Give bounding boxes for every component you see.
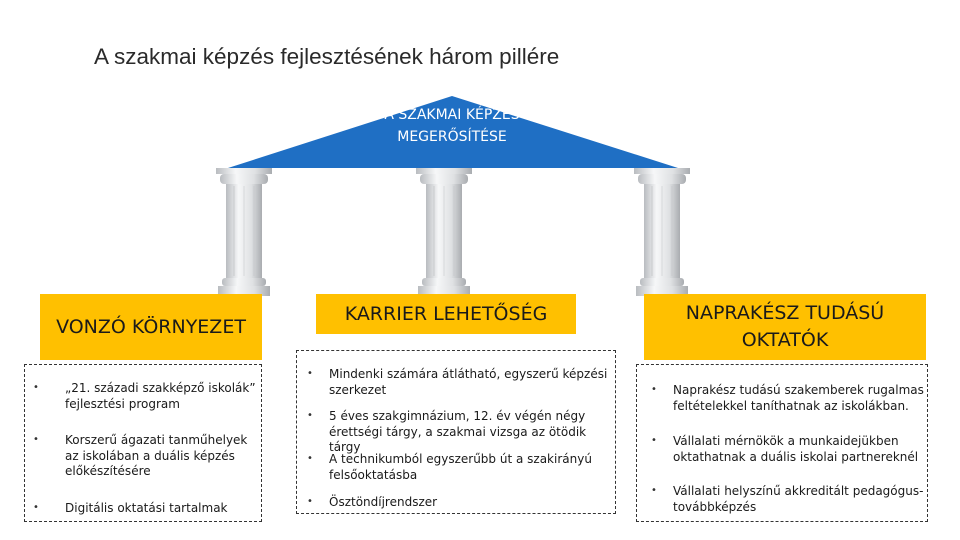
pillar-1-list (24, 364, 262, 522)
pillar-3-header-line-2: OKTATÓK (741, 329, 829, 351)
list-item (329, 409, 615, 456)
list-item-line: Vállalati mérnökök a munkaidejükben (673, 434, 899, 448)
list-item (65, 501, 228, 517)
bullet-icon: • (307, 368, 313, 379)
list-item-line: feltételekkel taníthatnak az iskolákban. (673, 398, 909, 413)
bullet-icon: • (33, 434, 39, 445)
list-item-line: fejlesztési program (65, 396, 180, 411)
bullet-icon: • (651, 435, 657, 446)
roof-label-line-2: MEGERŐSÍTÉSE (397, 129, 507, 145)
list-item-line: érettségi tárgy, a szakmai vizsga az ötödik tárgy (329, 424, 587, 454)
list-item-line: továbbképzés (673, 499, 757, 514)
list-item-line: felsőoktatásba (329, 467, 418, 482)
list-item-line: Naprakész tudású szakemberek rugalmas (673, 383, 924, 397)
list-item (329, 452, 592, 483)
pillar-3-list (636, 364, 928, 522)
list-item (65, 433, 247, 480)
pillar-2-header (316, 294, 576, 334)
list-item-line: 5 éves szakgimnázium, 12. év végén négy (329, 409, 586, 423)
list-item-line: Korszerű ágazati tanműhelyek (65, 433, 248, 447)
bullet-icon: • (651, 485, 657, 496)
list-item (65, 381, 256, 412)
list-item (329, 495, 437, 511)
bullet-icon: • (33, 502, 39, 513)
roof-label-line-1: A SZAKMAI KÉPZÉS (384, 107, 520, 123)
page-title: A szakmai képzés fejlesztésének három pillére (94, 44, 560, 69)
list-item-line: előkészítésére (65, 464, 151, 478)
pillar-1-header (40, 294, 262, 360)
list-item (673, 383, 924, 414)
list-item-line: Vállalati helyszínű akkreditált pedagógus- (673, 484, 924, 498)
list-item (329, 367, 607, 398)
pillar-column-1 (214, 168, 274, 296)
list-item-line: szerkezet (329, 382, 387, 397)
list-item (673, 434, 918, 465)
bullet-icon: • (651, 384, 657, 395)
list-item-line: Ösztöndíjrendszer (329, 495, 438, 509)
list-item-line: Mindenki számára átlátható, egyszerű képzési (329, 367, 608, 381)
list-item-line: Digitális oktatási tartalmak (65, 501, 228, 515)
list-item-line: „21. századi szakképző iskolák” (65, 381, 256, 395)
pillar-3-header (644, 294, 926, 360)
bullet-icon: • (307, 453, 313, 464)
bullet-icon: • (33, 382, 39, 393)
pillar-column-3 (632, 168, 692, 296)
pillar-2-list (296, 350, 616, 514)
pillar-column-2 (414, 168, 474, 296)
list-item-line: oktathatnak a duális iskolai partnereknél (673, 449, 919, 464)
bullet-icon: • (307, 410, 313, 421)
bullet-icon: • (307, 496, 313, 507)
list-item-line: az iskolában a duális képzés (65, 448, 235, 463)
pillar-1-header-text: VONZÓ KÖRNYEZET (56, 315, 246, 338)
list-item-line: A technikumból egyszerűbb út a szakirányú (329, 452, 592, 466)
pillar-3-header-line-1: NAPRAKÉSZ TUDÁSÚ (685, 302, 885, 324)
roof-label (352, 104, 552, 148)
pillar-2-header-text: KARRIER LEHETŐSÉG (344, 302, 548, 325)
list-item (673, 484, 923, 515)
